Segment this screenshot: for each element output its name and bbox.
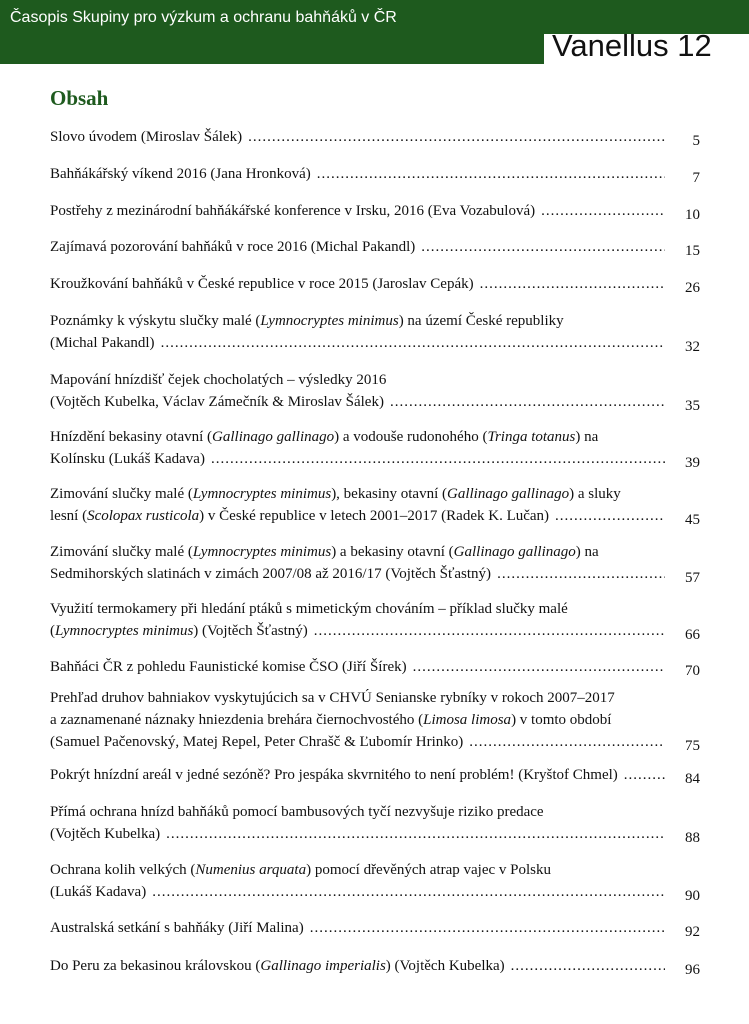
entry-text: Bahňáci ČR z pohledu Faunistické komise ČSO (Jiří Šírek) <box>50 659 407 675</box>
leader-dots <box>161 332 665 354</box>
leader-dots <box>555 505 665 527</box>
page-number: 15 <box>685 243 700 259</box>
leader-dots <box>511 955 665 977</box>
page-number: 45 <box>685 512 700 528</box>
entry-text: Využití termokamery při hledání ptáků s mimetickým chováním – příklad slučky malé <box>50 601 568 617</box>
entry-text: lesní (Scolopax rusticola) v České republice v letech 2001–2017 (Radek K. Lučan) <box>50 508 550 524</box>
leader-dots <box>624 764 665 786</box>
entry-text: Do Peru za bekasinou královskou (Gallinago imperialis) (Vojtěch Kubelka) <box>50 958 505 974</box>
volume-box <box>544 34 749 72</box>
leader-dots <box>541 200 665 222</box>
journal-name: Časopis Skupiny pro výzkum a ochranu bahňáků v ČR <box>10 9 397 26</box>
page-number: 7 <box>692 170 700 186</box>
page-number: 90 <box>685 888 700 904</box>
toc-entry <box>50 310 700 354</box>
leader-dots <box>310 917 665 939</box>
leader-dots <box>166 823 665 845</box>
entry-text: Ochrana kolih velkých (Numenius arquata) pomocí dřevěných atrap vajec v Polsku <box>50 862 551 878</box>
toc-entry <box>50 917 700 939</box>
page-number: 70 <box>685 663 700 679</box>
toc-entry <box>50 483 700 527</box>
entry-text: Australská setkání s bahňáky (Jiří Malina) <box>50 920 304 936</box>
toc-entry <box>50 273 700 295</box>
page-number: 10 <box>685 207 700 223</box>
page-title: Obsah <box>50 86 109 110</box>
species-name: Lymnocryptes minimus <box>260 313 399 329</box>
entry-text: Hnízdění bekasiny otavní (Gallinago gallinago) a vodouše rudonohého (Tringa totanus) na <box>50 429 599 445</box>
page-number: 35 <box>685 398 700 414</box>
leader-dots <box>421 236 665 258</box>
toc-entry <box>50 687 700 753</box>
entry-text: Bahňákářský víkend 2016 (Jana Hronková) <box>50 166 311 182</box>
entry-text: Mapování hnízdišť čejek chocholatých – výsledky 2016 <box>50 372 387 388</box>
entry-text: Sedmihorských slatinách v zimách 2007/08 až 2016/17 (Vojtěch Šťastný) <box>50 566 492 582</box>
page-number: 75 <box>685 738 700 754</box>
page-number: 88 <box>685 830 700 846</box>
toc-entry <box>50 955 700 977</box>
toc-entry <box>50 369 700 413</box>
entry-text: Pokrýt hnízdní areál v jedné sezóně? Pro jespáka skvrnitého to není problém! (Kryštof Chmel) <box>50 767 618 783</box>
entry-text: Zajímavá pozorování bahňáků v roce 2016 (Michal Pakandl) <box>50 239 416 255</box>
entry-text: Kolínsku (Lukáš Kadava) <box>50 451 205 467</box>
entry-text: Přímá ochrana hnízd bahňáků pomocí bambusových tyčí nezvyšuje riziko predace <box>50 804 544 820</box>
toc-entry <box>50 163 700 185</box>
toc-entry <box>50 764 700 786</box>
leader-dots <box>211 448 665 470</box>
entry-text: (Michal Pakandl) <box>50 335 155 351</box>
leader-dots <box>152 881 665 903</box>
toc-entry <box>50 801 700 845</box>
entry-text: Zimování slučky malé (Lymnocryptes minimus), bekasiny otavní (Gallinago gallinago) a sluky <box>50 486 621 502</box>
entry-text: Kroužkování bahňáků v České republice v roce 2015 (Jaroslav Cepák) <box>50 276 474 292</box>
toc-entry <box>50 541 700 585</box>
leader-dots <box>314 620 665 642</box>
entry-text: Zimování slučky malé (Lymnocryptes minimus) a bekasiny otavní (Gallinago gallinago) na <box>50 544 599 560</box>
entry-text: Prehľad druhov bahniakov vyskytujúcich sa v CHVÚ Senianske rybníky v rokoch 2007–2017 <box>50 690 615 706</box>
toc-entry <box>50 859 700 903</box>
entry-text: (Samuel Pačenovský, Matej Repel, Peter Chrašč & Ľubomír Hrinko) <box>50 734 464 750</box>
toc-entry <box>50 126 700 148</box>
page-number: 32 <box>685 339 700 355</box>
page-number: 5 <box>692 133 700 149</box>
entry-text: (Lukáš Kadava) <box>50 884 147 900</box>
page-number: 66 <box>685 627 700 643</box>
leader-dots <box>497 563 665 585</box>
toc-entry <box>50 598 700 642</box>
entry-text: (Vojtěch Kubelka, Václav Zámečník & Miroslav Šálek) <box>50 394 384 410</box>
leader-dots <box>390 391 665 413</box>
leader-dots <box>317 163 665 185</box>
page-number: 92 <box>685 924 700 940</box>
entry-text: Postřehy z mezinárodní bahňákářské konference v Irsku, 2016 (Eva Vozabulová) <box>50 203 536 219</box>
page-number: 39 <box>685 455 700 471</box>
entry-text: Poznámky k výskytu slučky malé (Lymnocryptes minimus) na území České republiky <box>50 313 564 329</box>
toc-entry <box>50 426 700 470</box>
entry-text: (Vojtěch Kubelka) <box>50 826 161 842</box>
page-number: 57 <box>685 570 700 586</box>
page-number: 96 <box>685 962 700 978</box>
entry-text: a zaznamenané náznaky hniezdenia brehára čiernochvostého (Limosa limosa) v tomto období <box>50 712 612 728</box>
leader-dots <box>413 656 665 678</box>
toc-entry <box>50 200 700 222</box>
leader-dots <box>469 731 665 753</box>
page-number: 26 <box>685 280 700 296</box>
entry-text: (Lymnocryptes minimus) (Vojtěch Šťastný) <box>50 623 308 639</box>
toc-entry <box>50 236 700 258</box>
entry-text: Slovo úvodem (Miroslav Šálek) <box>50 129 243 145</box>
leader-dots <box>248 126 665 148</box>
toc-entry <box>50 656 700 678</box>
leader-dots <box>480 273 665 295</box>
page-number: 84 <box>685 771 700 787</box>
volume-label: Vanellus 12 <box>552 34 712 63</box>
